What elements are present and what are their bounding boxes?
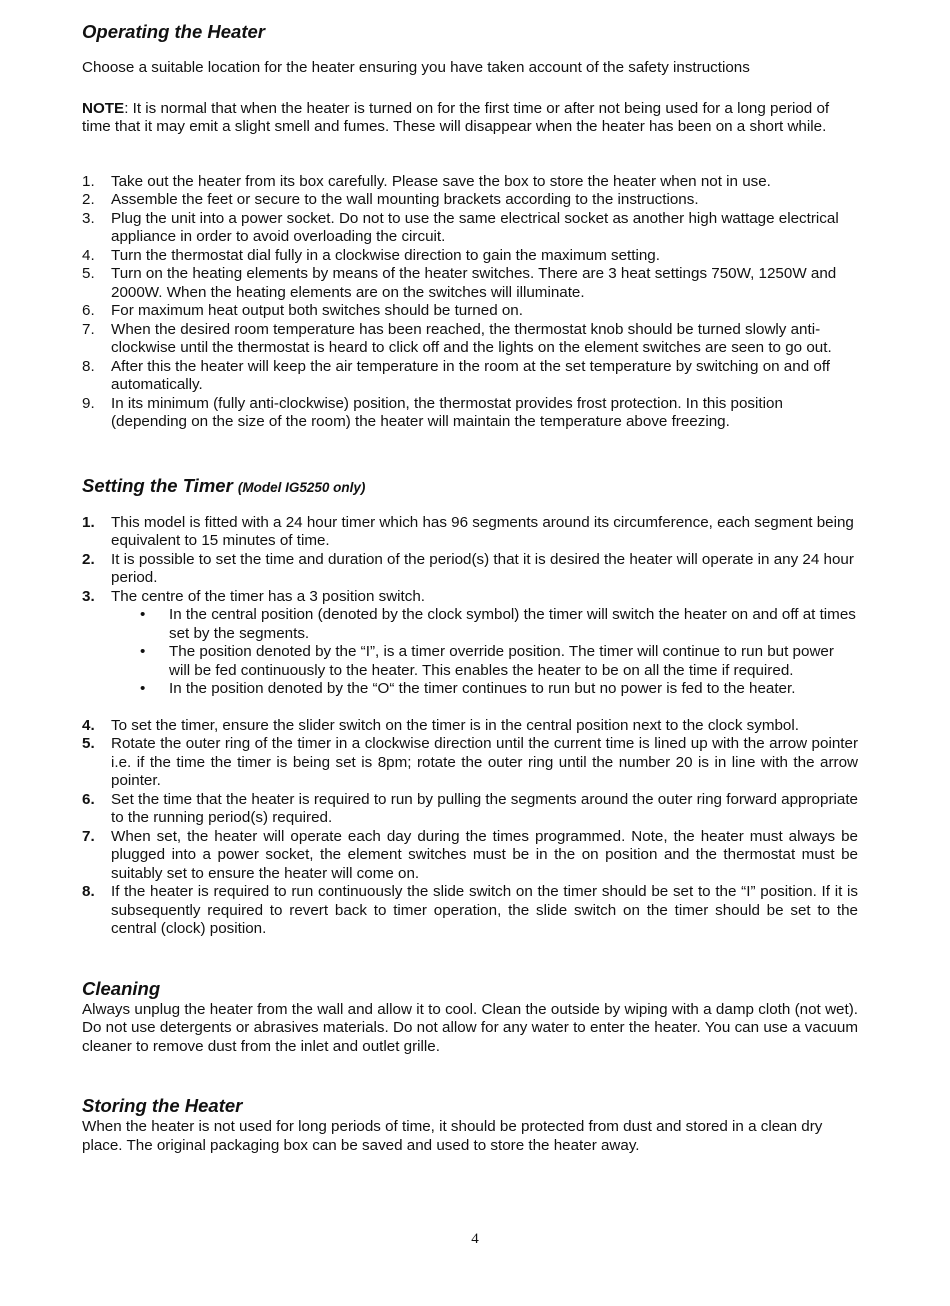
list-item — [82, 191, 858, 210]
step-number: 4. — [82, 246, 95, 264]
list-item — [82, 321, 858, 358]
bullet-text: In the position denoted by the “O“ the timer continues to run but no power is fed to the heater. — [169, 680, 796, 697]
list-item — [82, 173, 858, 192]
step-number: 5. — [82, 265, 95, 282]
bullet-icon: • — [140, 606, 146, 623]
bullet-text: The position denoted by the “I”, is a timer override position. The timer will continue to run but power will be fed continuously to the heater. This enables the heater to be on all the time if required. — [169, 643, 834, 679]
step-text: After this the heater will keep the air temperature in the room at the set temperature by switching on and off automatically. — [111, 357, 830, 393]
step-text: Turn the thermostat dial fully in a clockwise direction to gain the maximum setting. — [111, 246, 660, 264]
list-item — [82, 551, 858, 588]
step-text: The centre of the timer has a 3 position switch. — [111, 587, 426, 605]
step-text: It is possible to set the time and duration of the period(s) that it is desired the heater will operate in any 24 hour period. — [111, 550, 854, 586]
step-number: 2. — [82, 191, 95, 208]
list-item — [82, 210, 858, 247]
bullet-item — [82, 643, 858, 680]
operating-intro: Choose a suitable location for the heater ensuring you have taken account of the safety instructions — [82, 59, 750, 76]
timer-bullets — [82, 606, 858, 699]
step-number: 8. — [82, 883, 95, 900]
step-text: Set the time that the heater is required to run by pulling the segments around the outer ring forward appropriate to the running period(s) required. — [111, 790, 858, 826]
step-text: Rotate the outer ring of the timer in a clockwise direction until the current time is lined up with the arrow pointer i.e. if the time the timer is being set is 8pm; rotate the outer ring until the number 20 is in line with the arrow pointer. — [111, 735, 858, 789]
step-text: When set, the heater will operate each day during the times programmed. Note, the heater must always be plugged into a power socket, the element switches must be in the on position and the thermostat must be suitably set to ensure the heater will come on. — [111, 827, 858, 882]
step-number: 5. — [82, 735, 95, 752]
step-text: For maximum heat output both switches should be turned on. — [111, 302, 523, 319]
step-text: Take out the heater from its box carefully. Please save the box to store the heater when not in use. — [111, 172, 771, 190]
bullet-text: In the central position (denoted by the clock symbol) the timer will switch the heater on and off at times set by the segments. — [169, 606, 856, 642]
storing-heading: Storing the Heater — [82, 1095, 243, 1116]
bullet-icon: • — [140, 643, 146, 660]
step-number: 1. — [82, 513, 95, 531]
step-number: 1. — [82, 172, 95, 190]
cleaning-heading: Cleaning — [82, 977, 161, 999]
timer-steps-a — [82, 514, 858, 607]
list-item — [82, 514, 858, 551]
step-number: 4. — [82, 716, 95, 734]
step-number: 3. — [82, 209, 95, 227]
bullet-item — [82, 680, 858, 699]
list-item — [82, 883, 858, 939]
step-text: In its minimum (fully anti-clockwise) position, the thermostat provides frost protection. In this position (depending on the size of the room) the heater will maintain the temperature above freezing. — [111, 394, 783, 430]
step-text: When the desired room temperature has been reached, the thermostat knob should be turned slowly anti-clockwise until the thermostat is heard to click off and the lights on the element switches are seen to go out. — [111, 320, 832, 356]
bullet-item — [82, 606, 858, 643]
step-text: This model is fitted with a 24 hour timer which has 96 segments around its circumference, each segment being equivalent to 15 minutes of time. — [111, 513, 854, 549]
cleaning-text: Always unplug the heater from the wall and allow it to cool. Clean the outside by wiping with a damp cloth (not wet). Do not use detergents or abrasives materials. Do not allow for any water to enter the heater. You can use a vacuum cleaner to remove dust from the inlet and outlet grille. — [82, 1000, 858, 1055]
step-number: 7. — [82, 320, 95, 338]
note-label: NOTE — [82, 99, 125, 117]
timer-subtitle: (Model IG5250 only) — [237, 479, 366, 495]
list-item — [82, 828, 858, 884]
step-number: 2. — [82, 550, 95, 568]
note-text: : It is normal that when the heater is turned on for the first time or after not being used for a long period of time that it may emit a slight smell and fumes. These will disappear when the heater has been on a short while. — [82, 99, 830, 135]
step-number: 6. — [82, 302, 95, 319]
step-text: Assemble the feet or secure to the wall mounting brackets according to the instructions. — [111, 191, 699, 208]
list-item — [82, 358, 858, 395]
timer-steps-b — [82, 717, 858, 939]
step-text: To set the timer, ensure the slider switch on the timer is in the central position next to the clock symbol. — [111, 716, 799, 734]
list-item — [82, 735, 858, 791]
list-item — [82, 265, 858, 302]
step-number: 9. — [82, 394, 95, 412]
operating-steps — [82, 173, 858, 432]
page-number: 4 — [471, 1231, 479, 1247]
storing-text: When the heater is not used for long periods of time, it should be protected from dust and stored in a clean dry place. The original packaging box can be saved and used to store the heater away. — [82, 1118, 823, 1154]
list-item — [82, 247, 858, 266]
note-paragraph — [82, 100, 858, 137]
timer-title: Setting the Timer — [82, 474, 233, 496]
step-number: 6. — [82, 790, 95, 808]
list-item — [82, 588, 858, 607]
step-number: 8. — [82, 357, 95, 375]
step-text: Turn on the heating elements by means of the heater switches. There are 3 heat settings 750W, 1250W and 2000W. When the heating elements are on the switches will illuminate. — [111, 265, 837, 301]
step-text: If the heater is required to run continuously the slide switch on the timer should be set to the “I” position. If it is subsequently required to revert back to timer operation, the slide switch on the timer should be set to the central (clock) position. — [111, 883, 858, 937]
bullet-icon: • — [140, 680, 146, 697]
document-page — [82, 20, 858, 1155]
operating-heading: Operating the Heater — [82, 21, 265, 42]
list-item — [82, 717, 858, 736]
step-number: 3. — [82, 587, 95, 605]
list-item — [82, 791, 858, 828]
list-item — [82, 302, 858, 321]
timer-heading — [82, 474, 858, 500]
step-text: Plug the unit into a power socket. Do not to use the same electrical socket as another high wattage electrical appliance in order to avoid overloading the circuit. — [111, 209, 839, 245]
step-number: 7. — [82, 827, 95, 845]
list-item — [82, 395, 858, 432]
